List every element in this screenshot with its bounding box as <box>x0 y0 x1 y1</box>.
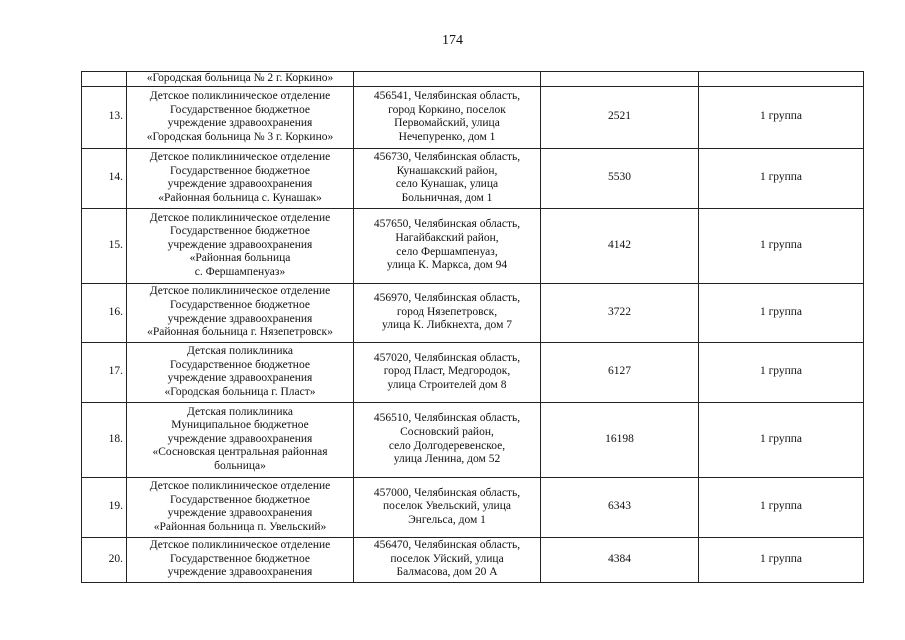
address-line: село Кунашак, улица <box>395 178 499 191</box>
address-line: Первомайский, улица <box>394 117 500 130</box>
address-line: Кунашакский район, <box>396 164 498 177</box>
institution-name-line: учреждение здравоохранения <box>167 507 313 520</box>
table-row <box>82 537 864 582</box>
count-cell: 6127 <box>541 342 699 402</box>
table-row <box>82 148 864 208</box>
address-line: Балмасова, дом 20 А <box>396 566 498 579</box>
institution-name-cell <box>127 148 354 208</box>
address-line: город Нязепетровск, <box>396 305 498 318</box>
institution-name-line: Государственное бюджетное <box>170 164 310 177</box>
address-cell <box>354 283 541 342</box>
address-line: поселок Уйский, улица <box>390 552 504 565</box>
institution-name-line: учреждение здравоохранения <box>167 566 313 579</box>
institution-name-line: Государственное бюджетное <box>170 225 310 238</box>
address-line: 457020, Челябинская область, <box>373 351 521 364</box>
table-row <box>82 342 864 402</box>
institution-name-line: Государственное бюджетное <box>170 552 310 565</box>
institution-name-line: Детское поликлиническое отделение <box>149 89 331 102</box>
count-cell: 4142 <box>541 208 699 283</box>
address-line: улица К. Маркса, дом 94 <box>386 259 508 272</box>
institution-name-line: «Районная больница п. Увельский» <box>153 520 327 533</box>
address-cell <box>354 208 541 283</box>
address-line: село Фершампенуаз, <box>396 245 498 258</box>
institution-name-line: Детское поликлиническое отделение <box>149 150 331 163</box>
address-line: 456470, Челябинская область, <box>373 539 521 552</box>
count-cell: 2521 <box>541 86 699 148</box>
institution-name-line: Государственное бюджетное <box>170 299 310 311</box>
institution-name-line: Детское поликлиническое отделение <box>149 285 331 298</box>
address-line: город Коркино, поселок <box>388 103 506 116</box>
address-line: улица К. Либкнехта, дом 7 <box>382 319 512 332</box>
count-cell: 5530 <box>541 148 699 208</box>
institution-name-line: учреждение здравоохранения <box>167 372 313 385</box>
institution-name-cell <box>127 402 354 477</box>
institution-name-line: с. Фершампенуаз» <box>194 265 286 278</box>
row-number: 20. <box>82 537 127 582</box>
group-cell: 1 группа <box>699 402 864 477</box>
address-line: Сосновский район, <box>400 426 494 438</box>
address-line: Больничная, дом 1 <box>401 191 493 204</box>
group-cell: 1 группа <box>699 208 864 283</box>
institution-name-line: Детская поликлиника <box>187 344 293 357</box>
address-cell <box>354 477 541 537</box>
address-cell <box>354 402 541 477</box>
address-line: Нагайбакский район, <box>395 232 499 244</box>
count-cell: 4384 <box>541 537 699 582</box>
address-line: улица Ленина, дом 52 <box>393 453 501 466</box>
institution-name-line: больница» <box>214 459 266 472</box>
address-line: 456730, Челябинская область, <box>373 150 521 163</box>
institution-name-line: «Городская больница № 2 г. Коркино» <box>146 72 334 84</box>
table-row <box>82 86 864 148</box>
row-number: 13. <box>82 86 127 148</box>
institution-name-line: учреждение здравоохранения <box>167 238 313 251</box>
institution-name-line: Государственное бюджетное <box>170 493 310 506</box>
table-body <box>82 72 864 583</box>
institution-name-line: учреждение здравоохранения <box>167 117 313 130</box>
row-number: 17. <box>82 342 127 402</box>
institution-name-line: учреждение здравоохранения <box>167 178 313 191</box>
table-row <box>82 477 864 537</box>
institution-name-line: Детская поликлиника <box>187 405 293 418</box>
institution-name-line: «Сосновская центральная районная <box>152 446 328 459</box>
institution-name-line: «Районная больница <box>189 252 291 265</box>
count-cell: 16198 <box>541 402 699 477</box>
page-number: 174 <box>442 33 463 48</box>
institution-name-cell <box>127 477 354 537</box>
address-line: 456970, Челябинская область, <box>373 292 521 305</box>
group-cell: 1 группа <box>699 477 864 537</box>
row-number: 19. <box>82 477 127 537</box>
institution-name-cell <box>127 537 354 582</box>
address-cell <box>354 537 541 582</box>
address-cell <box>354 86 541 148</box>
address-line: село Долгодеревенское, <box>388 439 506 452</box>
institution-name-cell <box>127 283 354 342</box>
institution-name-line: Муниципальное бюджетное <box>171 419 309 432</box>
address-line: 456510, Челябинская область, <box>373 412 521 425</box>
institution-name-cell <box>127 86 354 148</box>
address-line: город Пласт, Медгородок, <box>383 365 511 378</box>
institution-name-line: учреждение здравоохранения <box>167 312 313 325</box>
institution-name-line: «Районная больница г. Нязепетровск» <box>147 326 333 339</box>
institution-name-line: Государственное бюджетное <box>170 103 310 116</box>
group-cell <box>699 72 864 87</box>
institution-name-line: Детское поликлиническое отделение <box>149 539 331 552</box>
address-line: улица Строителей дом 8 <box>387 378 507 391</box>
row-number: 16. <box>82 283 127 342</box>
count-cell: 6343 <box>541 477 699 537</box>
institution-name-line: «Городская больница г. Пласт» <box>164 385 316 398</box>
institution-name-line: Детское поликлиническое отделение <box>149 211 331 224</box>
table-row <box>82 208 864 283</box>
group-cell: 1 группа <box>699 86 864 148</box>
address-cell <box>354 342 541 402</box>
institution-name-cell <box>127 208 354 283</box>
institution-name-line: Государственное бюджетное <box>170 358 310 371</box>
row-number: 18. <box>82 402 127 477</box>
row-number <box>82 72 127 87</box>
institution-name-line: учреждение здравоохранения <box>167 432 313 445</box>
address-line: 457000, Челябинская область, <box>373 486 521 499</box>
institution-name-line: «Городская больница № 3 г. Коркино» <box>146 130 334 143</box>
group-cell: 1 группа <box>699 283 864 342</box>
institution-name-line: Детское поликлиническое отделение <box>149 479 331 492</box>
document-table <box>81 71 864 583</box>
institution-name-cell <box>127 342 354 402</box>
row-number: 15. <box>82 208 127 283</box>
address-line: 456541, Челябинская область, <box>373 89 521 102</box>
group-cell: 1 группа <box>699 342 864 402</box>
institution-name-line: «Районная больница с. Кунашак» <box>158 191 322 204</box>
group-cell: 1 группа <box>699 148 864 208</box>
institution-name-cell <box>127 72 354 87</box>
count-cell <box>541 72 699 87</box>
address-line: поселок Увельский, улица <box>383 500 511 513</box>
row-number: 14. <box>82 148 127 208</box>
address-line: Энгельса, дом 1 <box>408 513 486 526</box>
address-line: 457650, Челябинская область, <box>373 218 521 231</box>
address-cell <box>354 72 541 87</box>
table-row <box>82 72 864 87</box>
address-cell <box>354 148 541 208</box>
group-cell: 1 группа <box>699 537 864 582</box>
count-cell: 3722 <box>541 283 699 342</box>
address-line: Нечепуренко, дом 1 <box>398 130 496 143</box>
table-row <box>82 402 864 477</box>
table-row <box>82 283 864 342</box>
